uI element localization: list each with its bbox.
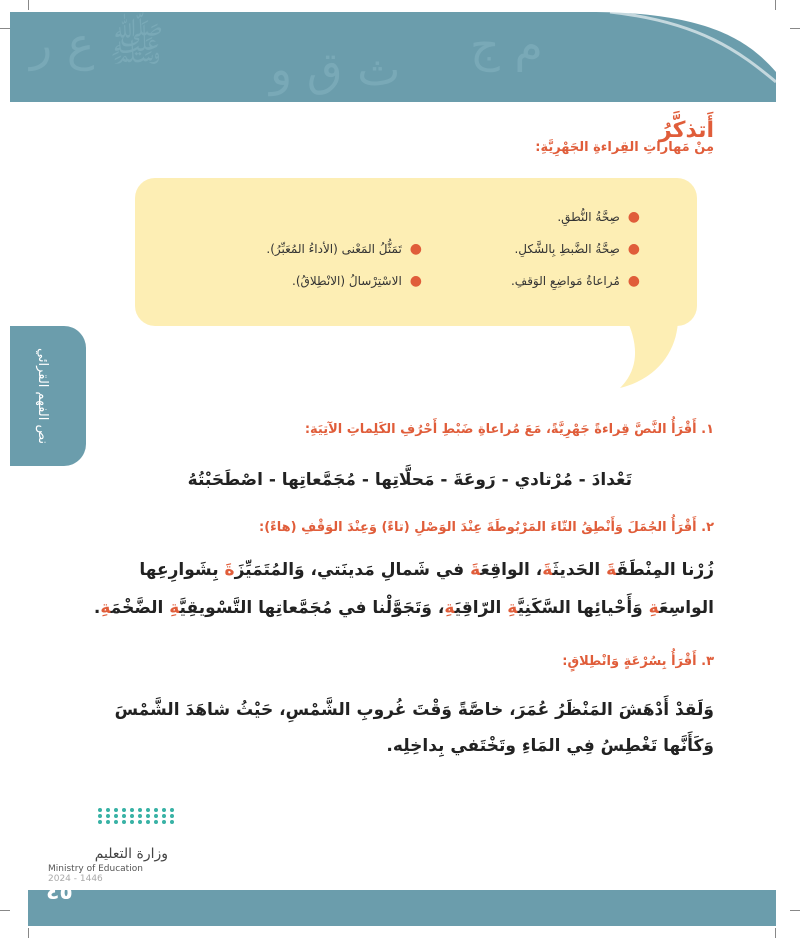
- highlight-ta: ةَ: [470, 560, 481, 580]
- highlight-ta: ةِ: [169, 598, 180, 618]
- crop-mark: [790, 28, 800, 29]
- highlight-ta: ةِ: [507, 598, 518, 618]
- page-number: ٤٥: [46, 880, 73, 905]
- highlight-ta: ةَ: [606, 560, 617, 580]
- ministry-logo: [48, 808, 178, 888]
- exercise-3-line-1: وَلَقدْ أَدْهَشَ المَنْظَرُ عُمَرَ، خاصَّةً وَقْتَ غُروبِ الشَّمْسِ، حَيْثُ شاهَدَ الشَّمْسَ: [114, 700, 714, 720]
- skill-text: تَمَثُّلُ المَعْنى (الأداءُ المُعَبِّرُ).: [266, 242, 402, 256]
- text-segment: ، وَتَجَوَّلْنا في مُجَمَّعاتِها التَّسْويقِيَّ: [179, 598, 445, 618]
- highlight-ta: ةِ: [100, 598, 111, 618]
- text-segment: بِشَوارِعِها: [139, 560, 225, 580]
- text-segment: ، الواقِعَ: [480, 560, 543, 580]
- crop-mark: [28, 928, 29, 938]
- bullet-icon: ●: [409, 273, 422, 289]
- exercise-2-line-2: [94, 590, 714, 626]
- bullet-icon: ●: [627, 273, 640, 289]
- banner-decoration: ﷺ ﻉ ﺭ: [30, 17, 165, 71]
- footer-band: [28, 890, 776, 926]
- text-segment: الواسِعَ: [658, 598, 714, 618]
- text-segment: زُرْنا المِنْطَقَ: [616, 560, 714, 580]
- highlight-ta: ةِ: [648, 598, 659, 618]
- exercise-1-words: تَعْدادَ - مُرْتادي - رَوعَةَ - مَحلَّاتِها - مُجَمَّعاتِها - اصْطَحَبْتُهُ: [187, 470, 632, 490]
- skill-text: صِحَّةُ النُّطقِ.: [557, 210, 620, 224]
- logo-dots-icon: [98, 808, 176, 824]
- skills-list-right: [511, 208, 640, 304]
- text-segment: في شَمالِ مَدينَتي، وَالمُتَمَيِّزَ: [234, 560, 471, 580]
- section-title: أَتذكَّرُ: [659, 118, 714, 143]
- crop-mark: [775, 0, 776, 10]
- crop-mark: [0, 910, 10, 911]
- header-banner: [10, 12, 776, 102]
- banner-decoration: ﻡ ﺝ: [470, 18, 543, 72]
- banner-decoration: ﺙ ﻕ ﻭ: [270, 42, 401, 96]
- list-item: [266, 240, 422, 272]
- bullet-icon: ●: [409, 241, 422, 257]
- crop-mark: [0, 28, 10, 29]
- crop-mark: [790, 910, 800, 911]
- highlight-ta: ةَ: [542, 560, 553, 580]
- exercise-3-line-2: وَكَأَنَّها تَغْطِسُ فِي المَاءِ وتَخْتَفي بِداخِلِه.: [386, 736, 714, 756]
- logo-title: وزارة التعليم: [94, 846, 168, 862]
- bullet-icon: ●: [627, 241, 640, 257]
- exercise-3-instruction: ٣. أَقْرَأُ بِسُرْعَةٍ وَانْطِلاقٍ:: [562, 654, 714, 669]
- exercise-2-line-1: [139, 552, 714, 588]
- list-item: [511, 272, 640, 304]
- text-segment: الضَّخْمَ: [110, 598, 170, 618]
- list-item: [511, 240, 640, 272]
- section-subtitle: مِنْ مَهاراتِ القِراءةِ الجَهْرِيَّةِ:: [535, 140, 714, 155]
- text-segment: وَأَحْيائِها السَّكَنِيَّ: [517, 598, 649, 618]
- skill-text: مُراعاةُ مَواضِعِ الوَقفِ.: [510, 274, 620, 288]
- logo-subtitle: Ministry of Education: [48, 864, 143, 874]
- skill-text: صِحَّةُ الضَّبطِ بِالشَّكلِ.: [514, 242, 620, 256]
- text-segment: الرّاقِيَ: [454, 598, 508, 618]
- side-tab-label: نص الفهم القرائي: [35, 348, 50, 444]
- text-segment: الحَديثَ: [552, 560, 607, 580]
- crop-mark: [775, 928, 776, 938]
- list-item: [511, 208, 640, 240]
- logo-years: 2024 - 1446: [48, 874, 103, 884]
- text-segment: .: [93, 598, 101, 618]
- bullet-icon: ●: [627, 209, 640, 225]
- skills-list-left: [266, 240, 422, 304]
- exercise-2-instruction: ٢. أَقْرَأُ الجُمَلَ وَأَنْطِقُ التّاءَ المَرْبُوطَةَ عِنْدَ الوَصْلِ (تاءً) وَعِنْدَ الوَقْفِ (هاءً):: [259, 520, 714, 535]
- crop-mark: [28, 0, 29, 10]
- highlight-ta: ةَ: [224, 560, 235, 580]
- bubble-tail: [620, 318, 678, 388]
- highlight-ta: ةِ: [444, 598, 455, 618]
- skill-text: الاسْتِرْسالُ (الانْطِلاقُ).: [292, 274, 402, 288]
- exercise-1-instruction: ١. أَقْرَأُ النَّصَّ قِراءةً جَهْرِيَّةً، مَعَ مُراعاةِ ضَبْطِ أَحْرُفِ الكَلِماتِ الآتِيَةِ:: [304, 422, 714, 437]
- list-item: [266, 272, 422, 304]
